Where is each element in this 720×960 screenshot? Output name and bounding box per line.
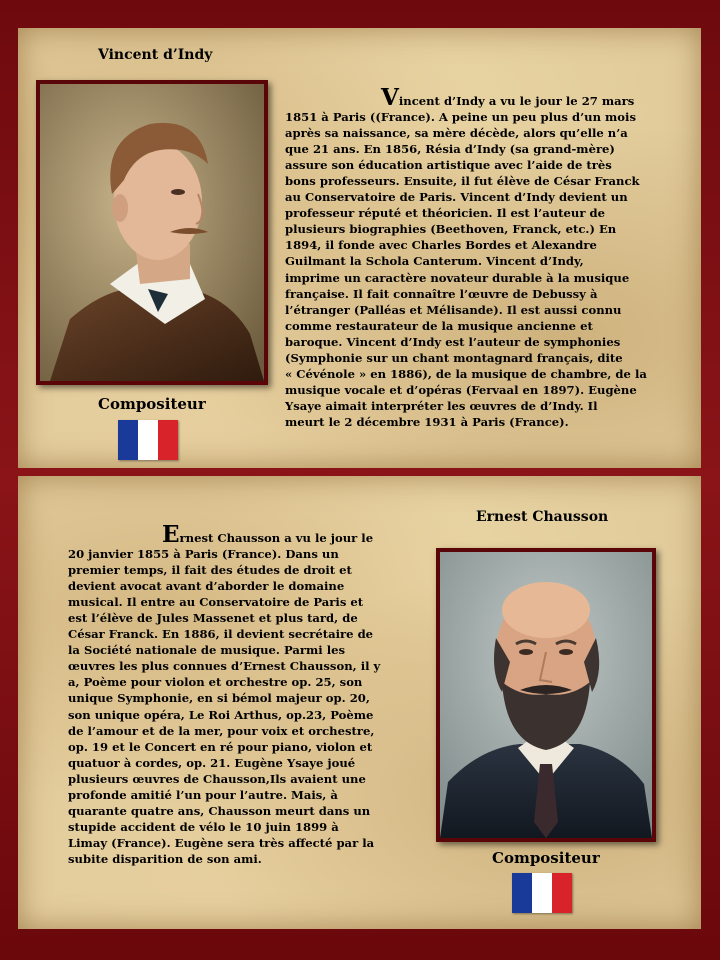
bio-line: Limay (France). Eugène sera très affecté par la: [68, 835, 375, 850]
composer-bio-chausson: [68, 521, 408, 867]
bio-line: profonde amitié l’un pour l’autre. Mais, à: [68, 787, 338, 802]
bio-line: op. 19 et le Concert en ré pour piano, violon et: [68, 739, 373, 754]
bio-line: unique Symphonie, en si bémol majeur op. 20,: [68, 691, 370, 706]
bio-line: 20 janvier 1855 à Paris (France). Dans un: [68, 547, 339, 562]
portrait-chausson-image: [440, 552, 652, 838]
bio-line: de l’amour et de la mer, pour voix et orchestre,: [68, 723, 375, 738]
bio-line: plusieurs biographies (Beethoven, Franck, etc.) En: [285, 222, 617, 237]
bio-line: au Conservatoire de Paris. Vincent d’Indy devient un: [285, 190, 628, 205]
bio-line: son unique opéra, Le Roi Arthus, op.23, Poème: [68, 707, 374, 722]
composer-caption-dindy: Compositeur: [98, 395, 206, 413]
bio-line: « Cévénole » en 1886), de la musique de chambre, de la: [285, 366, 647, 381]
bio-line: œuvres les plus connues d’Ernest Chausson, il y: [68, 659, 381, 674]
bio-line: devient avocat avant d’aborder le domaine: [68, 579, 345, 594]
bio-line: Ysaye aimait interpréter les œuvres de d’Indy. Il: [285, 398, 598, 413]
bio-line: l’étranger (Palléas et Mélisande). Il est aussi connu: [285, 302, 622, 317]
french-flag-icon: [512, 873, 572, 913]
bio-line: professeur réputé et théoricien. Il est l’auteur de: [285, 206, 605, 221]
bio-line: assure son éducation artistique avec l’aide de très: [285, 158, 612, 173]
bio-line: bons professeurs. Ensuite, il fut élève de César Franck: [285, 174, 640, 189]
bio-dropcap: E: [162, 521, 180, 548]
bio-first-line: rnest Chausson a vu le jour le: [179, 531, 374, 545]
bio-line: a, Poème pour violon et orchestre op. 25, son: [68, 675, 363, 690]
bio-dropcap: V: [381, 84, 399, 111]
bio-line: que 21 ans. En 1856, Résia d’Indy (sa grand-mère): [285, 142, 615, 157]
bio-line: est l’élève de Jules Massenet et plus tard, de: [68, 611, 358, 626]
bio-line: quatuor à cordes, op. 21. Eugène Ysaye joué: [68, 755, 356, 770]
bio-line: 1851 à Paris ((France). A peine un peu plus d’un mois: [285, 110, 636, 125]
bio-line: subite disparition de son ami.: [68, 851, 262, 866]
bio-line: premier temps, il fait des études de droit et: [68, 563, 352, 578]
portrait-dindy-image: [40, 84, 264, 381]
bio-line: comme restaurateur de la musique ancienne et: [285, 318, 593, 333]
composer-caption-chausson: Compositeur: [492, 849, 600, 867]
bio-line: la Société nationale de musique. Parmi les: [68, 643, 346, 658]
bio-line: César Franck. En 1886, il devient secrétaire de: [68, 627, 374, 642]
bio-line: quarante quatre ans, Chausson meurt dans un: [68, 803, 371, 818]
bio-line: imprime un caractère novateur durable à la musique: [285, 270, 630, 285]
french-flag-icon: [118, 420, 178, 460]
portrait-chausson: [436, 548, 656, 842]
composer-name-dindy: Vincent d’Indy: [98, 47, 213, 63]
bio-line: baroque. Vincent d’Indy est l’auteur de symphonies: [285, 334, 621, 349]
bio-line: 1894, il fonde avec Charles Bordes et Alexandre: [285, 238, 597, 253]
bio-line: française. Il fait connaître l’œuvre de Debussy à: [285, 286, 598, 301]
bio-line: plusieurs œuvres de Chausson,Ils avaient une: [68, 771, 366, 786]
bio-line: musique vocale et d’opéras (Fervaal en 1897). Eugène: [285, 382, 637, 397]
composer-name-chausson: Ernest Chausson: [476, 509, 609, 525]
bio-line: stupide accident de vélo le 10 juin 1899 à: [68, 819, 339, 834]
bio-line: meurt le 2 décembre 1931 à Paris (France).: [285, 414, 569, 429]
bio-line: musical. Il entre au Conservatoire de Paris et: [68, 595, 364, 610]
composer-bio-dindy: [285, 84, 705, 430]
bio-line: Guilmant la Schola Canterum. Vincent d’Indy,: [285, 254, 584, 269]
portrait-dindy: [36, 80, 268, 385]
bio-line: après sa naissance, sa mère décède, alors qu’elle n’a: [285, 126, 628, 141]
bio-first-line: incent d’Indy a vu le jour le 27 mars: [398, 94, 635, 108]
bio-line: (Symphonie sur un chant montagnard français, dite: [285, 350, 623, 365]
